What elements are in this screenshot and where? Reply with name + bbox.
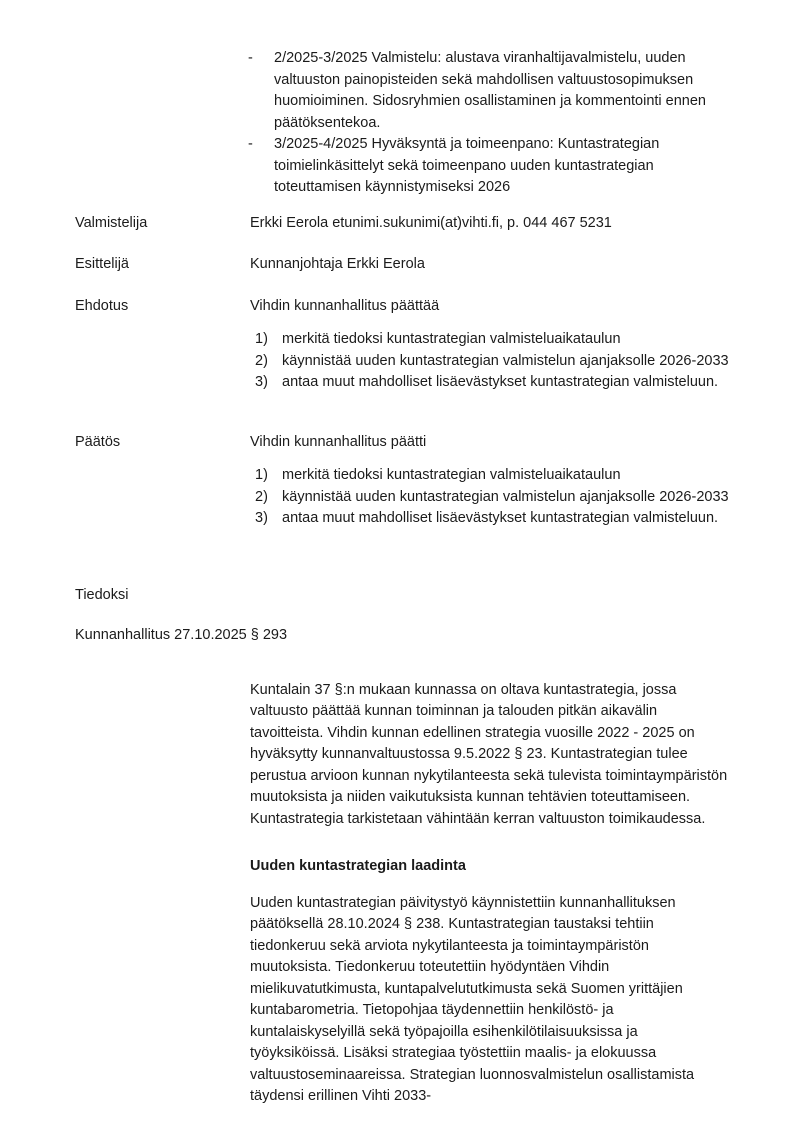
section-heading: Kunnanhallitus 27.10.2025 § 293 [75,627,288,643]
field-label: Ehdotus [75,297,129,314]
field-row-ehdotus [0,296,794,318]
list-text: antaa muut mahdolliset lisäevästykset kuntastrategian valmisteluun. [282,510,719,526]
body-paragraph: Uuden kuntastrategian päivitystyö käynnistettiin kunnanhallituksen päätöksellä 28.10.2024 § 238. Kuntastrategian taustaksi tehtiin tiedonkeruu sekä arviota nykytilanteesta ja toimintaympäristön muutoksista. Tiedonkeruu toteutettiin hyödyntäen Vihdin mielikuvatutkimusta, kuntapalvelututkimusta sekä Suomen yrittäjien kuntabarometria. Tietopohjaa täydennettiin henkilöstö- ja kuntalaiskyselyillä sekä työpajoilla esihenkilötilaisuuksissa ja työyksiköissä. Lisäksi strategiaa työstettiin maalis- ja elokuussa valtuustoseminaareissa. Strategian luonnosvalmistelun osallistamista täydensi erillinen Vihti 2033- [250,894,695,1104]
list-text: käynnistää uuden kuntastrategian valmistelun ajanjaksolle 2026-2033 [282,352,729,369]
list-number: 3) [255,374,268,390]
list-item [248,134,730,199]
ehdotus-numbered-list [255,329,730,394]
field-row-esittelija [0,254,794,276]
list-number: 2) [255,488,268,505]
list-item [248,48,730,134]
bullet-dash: - [248,50,253,66]
list-number: 2) [255,352,268,369]
field-label: Valmistelija [75,214,148,231]
body-paragraph: Kuntalain 37 §:n mukaan kunnassa on oltava kuntastrategia, jossa valtuusto päättää kunnan toiminnan ja talouden pitkän aikavälin tavoitteista. Vihdin kunnan edellinen strategia vuosille 2022 - 2025 on hyväksytty kunnanvaltuustossa 9.5.2022 § 23. Kuntastrategian tulee perustua arvioon kunnan nykytilanteesta sekä tulevista toimintaympäristön muutoksista ja niiden vaikutuksista kunnan tehtävien toteuttamiseen. Kuntastrategia tarkistetaan vähintään kerran valtuuston toimikaudessa. [250,681,728,827]
list-item [255,465,730,487]
field-label: Esittelijä [75,256,129,272]
list-number: 1) [255,467,268,483]
body-subheading: Uuden kuntastrategian laadinta [250,858,466,874]
field-value: Kunnanjohtaja Erkki Eerola [250,256,425,272]
list-item [255,351,730,373]
paatos-numbered-list [255,465,730,530]
list-item [255,508,730,530]
bullet-dash: - [248,136,253,152]
field-label: Päätös [75,433,121,450]
field-row-paatos [0,432,794,454]
field-value: Vihdin kunnanhallitus päättää [250,297,440,314]
list-text: käynnistää uuden kuntastrategian valmistelun ajanjaksolle 2026-2033 [282,488,729,505]
field-row-valmistelija [0,213,794,235]
field-value: Erkki Eerola etunimi.sukunimi(at)vihti.fi, p. 044 467 5231 [250,214,612,231]
list-text: merkitä tiedoksi kuntastrategian valmisteluaikataulun [282,331,621,347]
list-text: antaa muut mahdolliset lisäevästykset kuntastrategian valmisteluun. [282,374,719,390]
timeline-bullet-list [248,48,730,199]
field-value: Vihdin kunnanhallitus päätti [250,433,427,450]
list-number: 3) [255,510,268,526]
field-label-tiedoksi: Tiedoksi [75,586,129,603]
list-item [255,329,730,351]
list-text: merkitä tiedoksi kuntastrategian valmisteluaikataulun [282,467,621,483]
list-number: 1) [255,331,268,347]
list-item [255,372,730,394]
bullet-text: 3/2025-4/2025 Hyväksyntä ja toimeenpano: Kuntastrategian toimielinkäsittelyt sekä toimeenpano uuden kuntastrategian toteuttamisen käynnistymiseksi 2026 [274,136,660,195]
bullet-text: 2/2025-3/2025 Valmistelu: alustava viranhaltijavalmistelu, uuden valtuuston painopisteiden sekä mahdollisen valtuustosopimuksen huomioiminen. Sidosryhmien osallistaminen ja kommentointi ennen päätöksentekoa. [274,50,706,131]
list-item [255,487,730,509]
